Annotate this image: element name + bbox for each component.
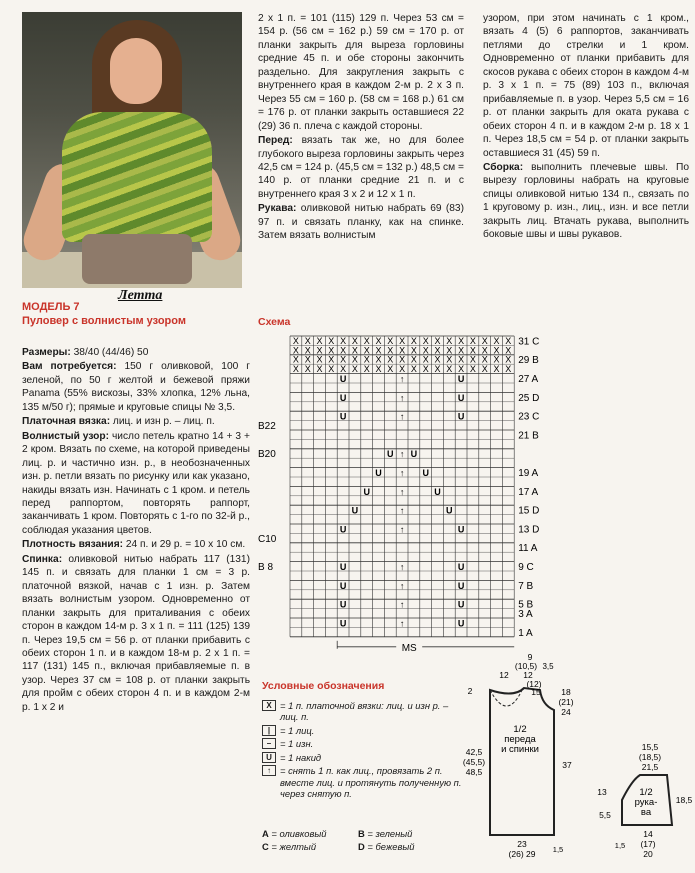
legend-item xyxy=(262,752,462,763)
chart-symbol-x: X xyxy=(434,354,441,365)
sleeve-top-l: 21,5 xyxy=(641,762,659,772)
chart-symbol-x: X xyxy=(340,364,347,375)
chart-symbol-yo: U xyxy=(339,599,347,610)
text-column-1 xyxy=(22,346,250,715)
scheme-title: Схема xyxy=(258,316,291,328)
chart-symbol-x: X xyxy=(363,354,370,365)
body-label: и спинки xyxy=(501,744,539,755)
dim-left-l: 48,5 xyxy=(465,767,483,777)
sleeve-left-2: 5,5 xyxy=(599,810,611,820)
legend-item xyxy=(262,765,462,799)
paragraph-text: узором, при этом начинать с 1 кром., вязать 4 (5) 6 раппортов, заканчивать петлями до стрелки и 1 кром. Одновременно от планки прибавить для скосов рукава с обеих сторон в каждом 4-м р. 3 х 1 п. = 75 (89) 103 п., включая прибавляемые п. в узор. Через 5,5 см = 16 р. от планки закрыть для оката рукава с обеих сторон 4 п. и в каждом 2-м р. 18 х 1 п. Через 18,5 см = 54 р. от планки закрыть оставшиеся 31 (45) 59 п. xyxy=(483,13,689,159)
paragraph-label: Сборка: xyxy=(483,161,524,173)
sleeve-label: 1/2 xyxy=(639,787,653,798)
chart-symbol-x: X xyxy=(351,364,358,375)
paragraph-label: Спинка: xyxy=(22,553,63,565)
chart-row-label-right: 7 B xyxy=(518,580,534,592)
chart-row-label-right: 25 D xyxy=(518,392,540,404)
dim-armhole-l: 24 xyxy=(561,707,571,717)
chart-symbol-x: X xyxy=(446,345,453,356)
chart-symbol-yo: U xyxy=(339,562,347,572)
chart-symbol-x: X xyxy=(292,364,299,375)
chart-symbol-x: X xyxy=(340,335,347,346)
chart-symbol-x: X xyxy=(399,364,406,375)
chart-symbol-x: X xyxy=(351,354,358,365)
paragraph-text: оливковой нитью набрать 117 (131) 145 п. и связать для планки 1 см = 3 р. платочной вязкой, начав с 1 изн. р. Затем вязать волнистым узором. Одновременно от планки закрыть для приталивания с обеих сторон в каждом 14-м р. 3 х 1 п. = 111 (125) 139 п. Через 19,5 см = 56 р. от планки прибавить с обеих сторон 1 п. и в каждом 18-м р. 2 х 1 п. = 117 (131) 145 п., включая прибавляемые п. в узор. Через 37 см = 108 р. от планки закрыть для пройм с обеих сторон 4 п. и в каждом 2-м р. 1 х 2 и xyxy=(22,553,250,713)
chart-symbol-x: X xyxy=(469,335,476,346)
chart-symbol-x: X xyxy=(434,335,441,346)
chart-row-label-left: B 8 xyxy=(258,562,274,573)
dim-armhole: 18 xyxy=(561,687,571,697)
legend-symbol: U xyxy=(262,752,276,763)
chart-symbol-yo: U xyxy=(339,392,347,403)
chart-symbol-x: X xyxy=(410,335,417,346)
legend-list xyxy=(262,700,462,802)
chart-symbol-x: X xyxy=(375,364,382,375)
chart-symbol-yo: U xyxy=(339,411,347,422)
chart-symbol-yo: U xyxy=(375,468,382,478)
dim-hem: 1,5 xyxy=(552,845,564,854)
chart-row-label-right: 23 C xyxy=(518,411,540,423)
chart-symbol-decrease: ↑ xyxy=(399,580,405,591)
body-label: переда xyxy=(504,734,536,745)
paragraph-label: Платочная вязка: xyxy=(22,416,111,428)
chart-symbol-x: X xyxy=(422,345,429,356)
chart-symbol-yo: U xyxy=(457,392,465,403)
legend-symbol: ↑ xyxy=(262,765,276,776)
paragraph xyxy=(22,360,250,414)
chart-symbol-x: X xyxy=(458,345,465,356)
chart-symbol-decrease: ↑ xyxy=(399,411,405,422)
chart-symbol-decrease: ↑ xyxy=(399,618,405,629)
ms-label: MS xyxy=(401,642,417,654)
garment-schematics xyxy=(462,650,694,865)
chart-row-label-right: 1 A xyxy=(518,627,533,639)
legend-text: = 1 п. платочной вязки: лиц. и изн р. – лиц. п. xyxy=(280,700,449,723)
paragraph-text: 24 п. и 29 р. = 10 х 10 см. xyxy=(123,539,246,551)
chart-symbol-x: X xyxy=(375,345,382,356)
chart-symbol-x: X xyxy=(505,364,512,375)
legend-text: = 1 изн. xyxy=(280,738,314,750)
chart-symbol-decrease: ↑ xyxy=(399,374,405,384)
chart-symbol-x: X xyxy=(493,345,500,356)
chart-symbol-x: X xyxy=(458,335,465,346)
chart-symbol-x: X xyxy=(340,345,347,356)
chart-symbol-x: X xyxy=(292,354,299,365)
chart-symbol-x: X xyxy=(493,335,500,346)
legend-symbol: | xyxy=(262,725,276,736)
chart-symbol-x: X xyxy=(458,354,465,365)
dim-neck-depth: 3,5 xyxy=(542,662,554,671)
paragraph xyxy=(483,12,689,160)
sleeve-left: 13 xyxy=(597,787,607,797)
chart-symbol-x: X xyxy=(446,364,453,375)
dim-neck: 9 xyxy=(527,652,533,662)
chart-symbol-decrease: ↑ xyxy=(399,468,405,478)
sleeve-bottom: 14 xyxy=(643,829,653,839)
chart-symbol-x: X xyxy=(446,354,453,365)
dim-shoulder3: 15 xyxy=(531,687,541,697)
legend-text: = 1 лиц. xyxy=(280,724,315,736)
chart-symbol-x: X xyxy=(481,345,488,356)
chart-symbol-x: X xyxy=(351,335,358,346)
dim-shoulder: 12 xyxy=(499,670,509,680)
chart-row-label-left: B22 xyxy=(258,421,276,432)
chart-symbol-yo: U xyxy=(410,449,418,460)
paragraph-text: вязать так же, но для более глубокого выреза горловины закрыть через 42,5 см = 124 р. (45,5 см = 132 р.) 48,5 см = 140 р. от планки средние 21 п. и с внутреннего края 3 х 2 и 12 х 1 п. xyxy=(258,135,464,200)
text-column-3 xyxy=(483,12,689,243)
chart-symbol-x: X xyxy=(399,345,406,356)
chart-row-label-left: B20 xyxy=(258,449,276,461)
chart-symbol-decrease: ↑ xyxy=(399,505,405,516)
chart-row-label-left: C10 xyxy=(258,533,277,545)
chart-symbol-x: X xyxy=(410,354,417,365)
paragraph-label: Вам потребуется: xyxy=(22,361,117,373)
chart-symbol-x: X xyxy=(304,345,311,356)
model-number: МОДЕЛЬ 7 xyxy=(22,301,80,313)
chart-symbol-yo: U xyxy=(351,505,359,516)
chart-symbol-x: X xyxy=(316,335,323,346)
chart-symbol-decrease: ↑ xyxy=(399,524,405,535)
chart-symbol-x: X xyxy=(387,354,394,365)
chart-symbol-x: X xyxy=(434,345,441,356)
chart-row-label-right: 9 C xyxy=(518,562,534,573)
paragraph-label: Перед: xyxy=(258,135,293,147)
chart-symbol-yo: U xyxy=(339,524,347,535)
legend-item xyxy=(262,725,462,736)
chart-row-label-right: 15 D xyxy=(518,505,540,517)
dim-left-m: (45,5) xyxy=(462,757,486,767)
dim-left-top: 2 xyxy=(467,686,473,696)
chart-row-label-right: 3 A xyxy=(518,609,533,620)
chart-symbol-x: X xyxy=(469,345,476,356)
color-key-text: = зеленый xyxy=(364,828,413,839)
chart-symbol-x: X xyxy=(292,345,299,356)
dim-left: 42,5 xyxy=(465,747,483,757)
legend-item xyxy=(262,700,462,723)
chart-symbol-x: X xyxy=(387,345,394,356)
dim-neck-m: (10,5) xyxy=(514,661,538,671)
chart-symbol-x: X xyxy=(399,335,406,346)
sleeve-label: ва xyxy=(640,807,652,818)
chart-symbol-yo: U xyxy=(457,524,465,535)
chart-symbol-yo: U xyxy=(422,468,429,478)
color-key-letter: A xyxy=(262,828,269,839)
chart-symbol-decrease: ↑ xyxy=(399,562,405,572)
sleeve-bottom-l: 20 xyxy=(643,849,653,859)
chart-symbol-yo: U xyxy=(434,486,441,497)
paragraph-label: Плотность вязания: xyxy=(22,539,124,551)
color-key-item xyxy=(358,841,454,854)
model-heading xyxy=(22,301,252,329)
chart-symbol-x: X xyxy=(399,354,406,365)
chart-symbol-x: X xyxy=(469,364,476,375)
chart-symbol-x: X xyxy=(363,335,370,346)
dim-shoulder2m: (12) xyxy=(526,679,542,689)
chart-row-label-right: 27 A xyxy=(518,374,539,385)
chart-symbol-yo: U xyxy=(339,580,347,591)
dim-width-ml: (26) 29 xyxy=(508,849,536,859)
color-key-item xyxy=(262,828,358,841)
legend-text: = 1 накид xyxy=(280,751,322,763)
chart-row-label-right: 11 A xyxy=(518,543,538,555)
chart-symbol-x: X xyxy=(505,354,512,365)
paragraph-text: 150 г оливковой, 100 г зеленой, по 50 г желтой и бежевой пряжи Panama (55% вискозы, 33% хлопка, 12% льна, 135 м/50 г); прямые и круговые спицы № 3,5. xyxy=(22,361,250,413)
chart-symbol-decrease: ↑ xyxy=(399,486,405,497)
sleeve-bottom-m: (17) xyxy=(640,839,656,849)
sleeve-hem: 1,5 xyxy=(614,841,626,850)
text-column-2 xyxy=(258,12,464,244)
chart-symbol-x: X xyxy=(328,335,335,346)
paragraph xyxy=(258,134,464,201)
chart-symbol-x: X xyxy=(434,364,441,375)
body-label: 1/2 xyxy=(513,724,527,735)
chart-symbol-yo: U xyxy=(339,618,347,629)
paragraph xyxy=(22,430,250,538)
color-key-text: = оливковый xyxy=(268,828,327,839)
color-key-item xyxy=(262,841,358,854)
paragraph-text: число петель кратно 14 + 3 + 2 кром. Вязать по схеме, на которой приведены лиц. р. и частично изн. р., в необозначенных изн. р. петли вязать по рисунку или как указано, накиды вязать изн. Начинать с 1 кром. и петель перед раппортом, повторять раппорт, заканчивать 1 кром. Повторять с 1-го по 32-й р., соблюдая указания цветов. xyxy=(22,430,250,536)
dim-side: 37 xyxy=(562,760,572,770)
chart-symbol-x: X xyxy=(387,335,394,346)
color-key xyxy=(262,828,462,853)
chart-symbol-x: X xyxy=(316,345,323,356)
chart-symbol-x: X xyxy=(304,364,311,375)
chart-symbol-x: X xyxy=(328,354,335,365)
knitting-chart xyxy=(258,326,588,656)
chart-symbol-x: X xyxy=(410,345,417,356)
color-key-text: = желтый xyxy=(268,840,317,852)
chart-symbol-yo: U xyxy=(339,374,347,384)
chart-symbol-x: X xyxy=(422,335,429,346)
chart-symbol-x: X xyxy=(316,354,323,365)
legend-symbol: X xyxy=(262,700,276,711)
brand-logo: Летта xyxy=(118,288,163,303)
model-title: Пуловер с волнистым узором xyxy=(22,314,186,327)
paragraph xyxy=(483,161,689,242)
chart-symbol-x: X xyxy=(481,335,488,346)
legend-text: = снять 1 п. как лиц., провязать 2 п. вместе лиц. и протянуть полученную п. через снятую п. xyxy=(280,765,462,800)
chart-symbol-x: X xyxy=(292,335,299,346)
color-key-text: = бежевый xyxy=(364,840,415,852)
sleeve-top: 15,5 xyxy=(641,742,659,752)
chart-symbol-x: X xyxy=(351,345,358,356)
chart-row-label-right: 21 B xyxy=(518,430,539,442)
color-key-letter: B xyxy=(358,828,365,839)
chart-row-label-right: 29 B xyxy=(518,355,539,367)
paragraph xyxy=(22,346,250,359)
chart-symbol-x: X xyxy=(340,354,347,365)
chart-symbol-x: X xyxy=(493,354,500,365)
paragraph xyxy=(22,538,250,551)
chart-symbol-x: X xyxy=(422,354,429,365)
sleeve-right: 18,5 xyxy=(675,795,693,805)
chart-symbol-x: X xyxy=(387,364,394,375)
chart-symbol-x: X xyxy=(481,354,488,365)
chart-symbol-x: X xyxy=(422,364,429,375)
chart-symbol-decrease: ↑ xyxy=(399,599,405,610)
legend-symbol: – xyxy=(262,738,276,749)
paragraph-label: Рукава: xyxy=(258,203,297,215)
paragraph-text: выполнить плечевые швы. По вырезу горловины набрать на круговые спицы оливковой нитью 134 п., связать по 1 круговому р. изн., лиц., изн. и все петли закрыть лиц. Втачать рукава, выполнить боковые швы и швы рукавов. xyxy=(483,161,689,241)
paragraph-text: 2 х 1 п. = 101 (115) 129 п. Через 53 см = 154 р. (56 см = 162 р.) 59 см = 170 р. от планки закрыть для выреза горловины средние 45 п. и обе стороны закончить раздельно. Для закругления закрыть с внутреннего края в каждом 2-м р. 2 х 3 п. Через 55 см = 160 р. (58 см = 168 р.) 61 см = 176 р. от планки закрыть оставшиеся 22 (29) 36 п. плеча с каждой стороны. xyxy=(258,13,464,132)
chart-symbol-x: X xyxy=(304,335,311,346)
paragraph xyxy=(22,415,250,428)
chart-symbol-x: X xyxy=(469,354,476,365)
chart-symbol-x: X xyxy=(458,364,465,375)
chart-symbol-yo: U xyxy=(363,486,370,497)
paragraph xyxy=(258,202,464,242)
chart-symbol-yo: U xyxy=(457,618,465,629)
legend-title: Условные обозначения xyxy=(262,680,385,692)
chart-symbol-x: X xyxy=(481,364,488,375)
paragraph xyxy=(258,12,464,133)
paragraph-text: оливковой нитью набрать 69 (83) 97 п. и связать планку, как на спинке. Затем вязать волнистым xyxy=(258,203,464,242)
chart-symbol-x: X xyxy=(328,364,335,375)
paragraph-text: 38/40 (44/46) 50 xyxy=(70,347,149,358)
chart-symbol-yo: U xyxy=(457,580,465,591)
chart-symbol-x: X xyxy=(316,364,323,375)
chart-row-label-right: 19 A xyxy=(518,468,539,479)
dim-width: 23 xyxy=(517,839,527,849)
chart-symbol-x: X xyxy=(304,354,311,365)
dim-armhole-m: (21) xyxy=(558,697,574,707)
chart-symbol-yo: U xyxy=(457,411,465,422)
dim-shoulder2: 12 xyxy=(523,670,533,680)
model-photo xyxy=(22,12,242,288)
chart-symbol-x: X xyxy=(493,364,500,375)
color-key-item xyxy=(358,828,454,841)
color-key-letter: D xyxy=(358,840,365,852)
chart-symbol-x: X xyxy=(375,335,382,346)
chart-row-label-right: 31 C xyxy=(518,336,540,348)
sleeve-top-m: (18,5) xyxy=(638,752,662,762)
chart-row-label-right: 17 A xyxy=(518,486,539,498)
chart-grid xyxy=(290,336,514,637)
paragraph xyxy=(22,553,250,714)
chart-symbol-x: X xyxy=(410,364,417,375)
legend-item xyxy=(262,738,462,749)
chart-symbol-x: X xyxy=(328,345,335,356)
paragraph-label: Размеры: xyxy=(22,347,71,358)
color-key-letter: C xyxy=(262,840,269,852)
chart-symbol-x: X xyxy=(375,354,382,365)
chart-symbol-x: X xyxy=(505,345,512,356)
chart-symbol-yo: U xyxy=(446,505,453,516)
chart-symbol-x: X xyxy=(446,335,453,346)
chart-symbol-yo: U xyxy=(457,562,465,572)
chart-symbol-yo: U xyxy=(457,374,465,384)
chart-symbol-x: X xyxy=(363,345,370,356)
sleeve-label: рука- xyxy=(634,797,658,808)
body-outline xyxy=(490,688,554,835)
chart-symbol-yo: U xyxy=(387,449,394,460)
chart-symbol-x: X xyxy=(505,335,512,346)
paragraph-label: Волнистый узор: xyxy=(22,430,109,442)
chart-symbol-x: X xyxy=(363,364,370,375)
paragraph-text: лиц. и изн р. – лиц. п. xyxy=(110,416,215,428)
chart-row-label-right: 13 D xyxy=(518,524,540,536)
chart-symbol-decrease: ↑ xyxy=(399,449,405,460)
chart-row-label-right: 5 B xyxy=(518,599,534,611)
chart-symbol-yo: U xyxy=(457,599,465,610)
chart-symbol-decrease: ↑ xyxy=(399,392,405,403)
